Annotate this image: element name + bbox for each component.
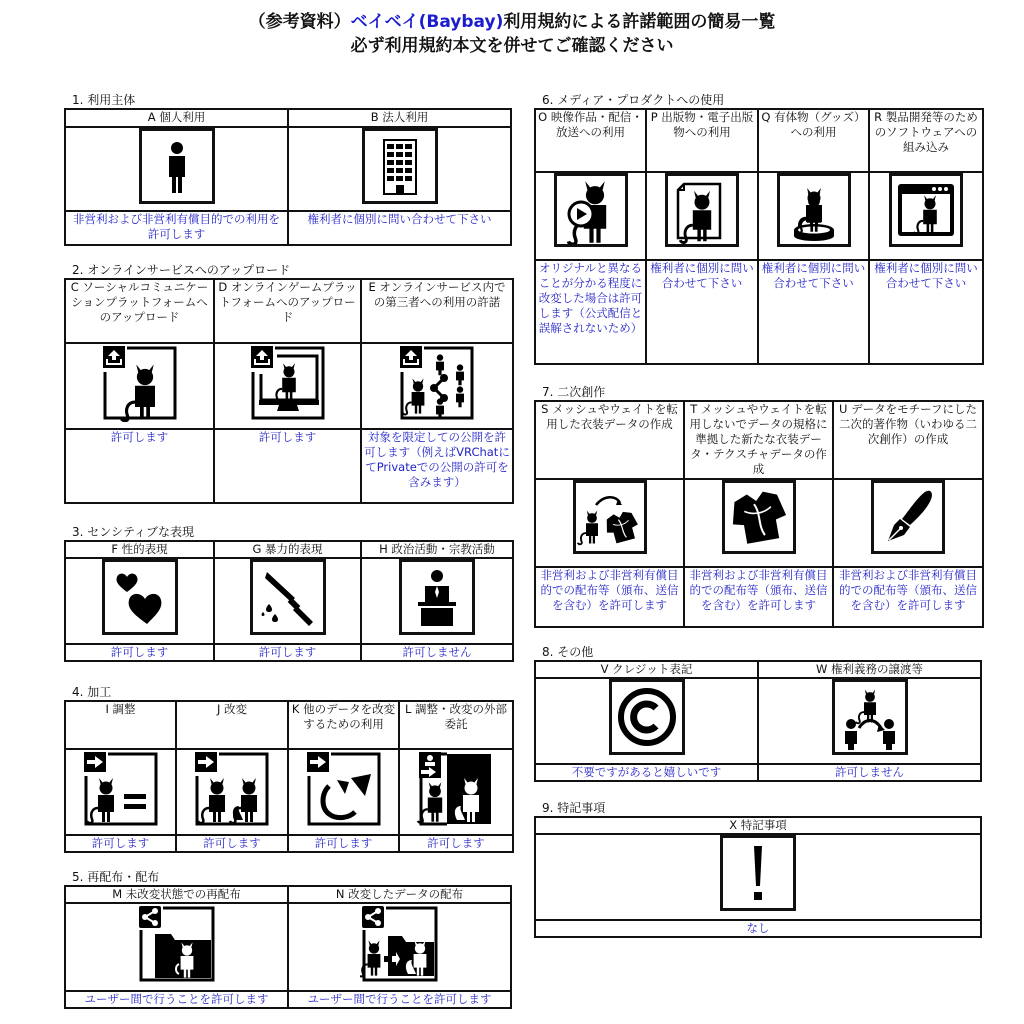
item-G-head: G 暴力的表現 xyxy=(214,541,361,558)
item-M-head: M 未改変状態での再配布 xyxy=(65,886,288,903)
item-O-result: オリジナルと異なることが分かる程度に改変した場合は許可します（公式配信と誤解されないため） xyxy=(535,260,646,364)
permission-table xyxy=(64,700,514,853)
item-I-head: I 調整 xyxy=(65,701,176,749)
item-B-result: 権利者に個別に問い合わせて下さい xyxy=(288,211,511,245)
brand-name: ベイベイ(Baybay) xyxy=(350,12,504,32)
section-processing xyxy=(64,684,512,853)
item-I-result: 許可します xyxy=(65,835,176,852)
permission-table xyxy=(64,278,514,504)
adjust-equal-icon xyxy=(82,813,160,832)
item-H-head: H 政治活動・宗教活動 xyxy=(361,541,513,558)
upload-share-users-icon xyxy=(398,407,476,426)
item-T-head: T メッシュやウェイトを転用しないでデータの規格に準拠した新たな衣装データ・テクスチャデータの作成 xyxy=(684,401,833,479)
item-S-result: 非営利および非営利有償目的での配布等（頒布、送信を含む）を許可します xyxy=(535,567,684,627)
item-P-head: P 出版物・電子出版物への利用 xyxy=(646,109,758,172)
item-V-result: 不要ですがあると嬉しいです xyxy=(535,764,758,781)
section-label: 5. 再配布・配布 xyxy=(72,870,160,884)
section-label: 1. 利用主体 xyxy=(72,93,136,107)
item-W-result: 許可しません xyxy=(758,764,981,781)
permission-table xyxy=(64,108,512,246)
section-label: 8. その他 xyxy=(542,645,594,659)
outsource-icon xyxy=(417,813,495,832)
item-U-result: 非営利および非営利有償目的での配布等（頒布、送信を含む）を許可します xyxy=(833,567,983,627)
avatar-to-clothing-icon xyxy=(573,480,647,554)
item-E-result: 対象を限定しての公開を許可します（例えばVRChatにてPrivateでの公開の許可を含みます） xyxy=(361,429,513,503)
exclamation-icon xyxy=(720,835,796,911)
item-O-head: O 映像作品・配信・放送への利用 xyxy=(535,109,646,172)
item-F-result: 許可します xyxy=(65,644,214,661)
item-S-head: S メッシュやウェイトを転用した衣装データの作成 xyxy=(535,401,684,479)
permission-table xyxy=(64,885,512,1009)
item-K-head: K 他のデータを改変するための利用 xyxy=(288,701,399,749)
item-X-result: なし xyxy=(535,920,981,937)
speaker-podium-icon xyxy=(399,559,475,635)
title-line-1 xyxy=(0,10,1024,34)
share-modified-folder-icon xyxy=(360,969,440,988)
item-C-result: 許可します xyxy=(65,429,214,503)
item-H-result: 許可しません xyxy=(361,644,513,661)
section-derivative-works xyxy=(534,384,982,628)
clothing-icon xyxy=(722,480,796,554)
title-suffix: 利用規約による許諾範囲の簡易一覧 xyxy=(503,12,776,32)
item-B-head: B 法人利用 xyxy=(288,109,511,127)
item-D-result: 許可します xyxy=(214,429,361,503)
video-play-avatar-icon xyxy=(554,173,628,247)
section-special-notes xyxy=(534,800,982,938)
parts-reuse-icon xyxy=(305,813,383,832)
item-Q-result: 権利者に個別に問い合わせて下さい xyxy=(758,260,869,364)
item-J-head: J 改変 xyxy=(176,701,288,749)
item-J-result: 許可します xyxy=(176,835,288,852)
office-building-icon xyxy=(362,128,438,204)
upload-monitor-avatar-icon xyxy=(249,407,327,426)
item-L-result: 許可します xyxy=(399,835,513,852)
section-sensitive-expression xyxy=(64,524,512,662)
page-title xyxy=(0,10,1024,58)
section-usage-subject xyxy=(64,92,512,246)
item-X-head: X 特記事項 xyxy=(535,817,981,834)
permission-table xyxy=(534,660,982,782)
item-V-head: V クレジット表記 xyxy=(535,661,758,678)
item-G-result: 許可します xyxy=(214,644,361,661)
section-redistribution xyxy=(64,869,512,1009)
document-avatar-icon xyxy=(665,173,739,247)
section-media-products xyxy=(534,92,982,365)
item-R-head: R 製品開発等のためのソフトウェアへの組み込み xyxy=(869,109,983,172)
item-F-head: F 性的表現 xyxy=(65,541,214,558)
item-Q-head: Q 有体物（グッズ）への利用 xyxy=(758,109,869,172)
item-N-head: N 改変したデータの配布 xyxy=(288,886,511,903)
permission-table xyxy=(64,540,514,662)
item-M-result: ユーザー間で行うことを許可します xyxy=(65,991,288,1008)
section-other xyxy=(534,644,982,782)
section-label: 6. メディア・プロダクトへの使用 xyxy=(542,93,725,107)
item-W-head: W 権利義務の譲渡等 xyxy=(758,661,981,678)
person-icon xyxy=(139,128,215,204)
permission-table xyxy=(534,108,984,365)
item-E-head: E オンラインサービス内での第三者への利用の許諾 xyxy=(361,279,513,343)
item-N-result: ユーザー間で行うことを許可します xyxy=(288,991,511,1008)
section-label: 2. オンラインサービスへのアップロード xyxy=(72,263,291,277)
section-label: 9. 特記事項 xyxy=(542,801,606,815)
section-label: 4. 加工 xyxy=(72,685,112,699)
item-R-result: 権利者に個別に問い合わせて下さい xyxy=(869,260,983,364)
figure-stand-icon xyxy=(777,173,851,247)
knife-icon xyxy=(250,559,326,635)
item-C-head: C ソーシャルコミュニケーションプラットフォームへのアップロード xyxy=(65,279,214,343)
modify-avatar-icon xyxy=(193,813,271,832)
copyright-icon xyxy=(609,679,685,755)
upload-avatar-icon xyxy=(101,407,179,426)
permission-table xyxy=(534,400,984,628)
item-K-result: 許可します xyxy=(288,835,399,852)
title-prefix: （参考資料） xyxy=(248,12,351,32)
item-D-head: D オンラインゲームプラットフォームへのアップロード xyxy=(214,279,361,343)
permission-table xyxy=(534,816,982,938)
fountain-pen-icon xyxy=(871,480,945,554)
title-line-2: 必ず利用規約本文を併せてご確認ください xyxy=(350,36,674,56)
item-U-head: U データをモチーフにした二次的著作物（いわゆる二次創作）の作成 xyxy=(833,401,983,479)
section-online-upload xyxy=(64,262,512,504)
item-A-head: A 個人利用 xyxy=(65,109,288,127)
section-label: 3. センシティブな表現 xyxy=(72,525,195,539)
item-L-head: L 調整・改変の外部委託 xyxy=(399,701,513,749)
item-T-result: 非営利および非営利有償目的での配布等（頒布、送信を含む）を許可します xyxy=(684,567,833,627)
rights-transfer-icon xyxy=(832,679,908,755)
share-folder-icon xyxy=(137,969,217,988)
item-P-result: 権利者に個別に問い合わせて下さい xyxy=(646,260,758,364)
section-label: 7. 二次創作 xyxy=(542,385,606,399)
item-A-result: 非営利および非営利有償目的での利用を許可します xyxy=(65,211,288,245)
software-window-icon xyxy=(889,173,963,247)
hearts-icon xyxy=(102,559,178,635)
